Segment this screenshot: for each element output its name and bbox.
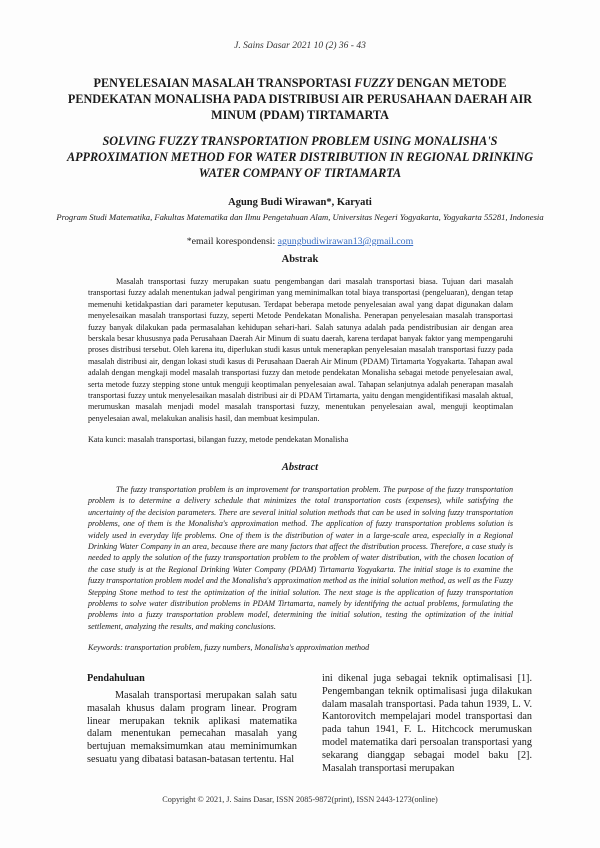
email-label: *email korespondensi: bbox=[186, 236, 278, 247]
authors: Agung Budi Wirawan*, Karyati bbox=[228, 197, 372, 208]
abstrak-body: Masalah transportasi fuzzy merupakan suatu pengembangan dari masalah transportasi biasa. Tujuan dari masalah transportasi fuzzy adalah menentukan jadwal pengiriman yang meminimalkan total biaya transportasi (pengeluaran), dengan tetap memenuhi ketidakpastian dari parameter keputusan. Terdapat beberapa metode penyelesaian awal yang dapat digunakan dalam menyelesaikan masalah transportasi fuzzy, seperti Metode Pendekatan Monalisha. Penerapan penyelesaian masalah transportasi fuzzy banyak dilakukan pada permasalahan kehidupan sehari-hari. Salah satunya adalah pada pendistribusian air dengan area berskala besar khususnya pada Perusahaan Daerah Air Minum di suatu daerah, karena terdapat banyak faktor yang mempengaruhi proses distribusi tersebut. Oleh karena itu, diperlukan studi kasus untuk menerapkan penyelesaian masalah transportasi fuzzy pada masalah distribusi air, dengan lokasi studi kasus di Perusahaan Daerah Air Minum (PDAM) Tirtamarta Yogyakarta. Tahapan awal adalah dengan mengkaji model masalah transportasi fuzzy dan metode pendekatan Monalisha sebagai metode penyelesaian awal, serta metode fuzzy stepping stone untuk menguji keoptimalan penyelesaian awal. Tahapan selanjutnya adalah penerapan masalah transportasi fuzzy untuk menyelesaikan masalah distribusi air di PDAM Tirtamarta, yaitu dengan mengidentifikasi masalah aktual, merumuskan masalah menjadi model masalah transportasi fuzzy, menentukan penyelesaian awal, menguji keoptimalan penyelesaian awal, melakukan analisis hasil, dan membuat kesimpulan. bbox=[88, 277, 513, 423]
copyright-footer: Copyright © 2021, J. Sains Dasar, ISSN 2085-9872(print), ISSN 2443-1273(online) bbox=[162, 795, 438, 804]
title-indonesian bbox=[60, 75, 540, 123]
abstract-heading: Abstract bbox=[281, 462, 319, 473]
affiliation: Program Studi Matematika, Fakultas Matematika dan Ilmu Pengetahuan Alam, Universitas Negeri Yogyakarta, Yogyakarta 55281, Indonesia bbox=[56, 212, 544, 222]
correspondence-email bbox=[0, 236, 600, 247]
abstrak-heading: Abstrak bbox=[281, 254, 319, 265]
abstract-body: The fuzzy transportation problem is an improvement for transportation problem. The purpose of the fuzzy transportation problem is to determine a delivery schedule that minimizes the total transportation costs (expenses), while satisfying the uncertainty of the decision parameters. There are several initial solution methods that can be used in solving fuzzy transportation problems, one of them is the Monalisha's approximation method. The application of fuzzy transportation problems solution is widely used in everyday life problems. One of them is the distribution of water in a large-scale area, especially in a Regional Drinking Water Company in an area, because there are many factors that affect the distribution process. Therefore, a case study is needed to apply the solution of the fuzzy transportation problem to the problem of water distribution, with the chosen location of the case study is at the Regional Drinking Water Company (PDAM) Tirtamarta Yogyakarta. The initial stage is to examine the fuzzy transportation problem model and the Monalisha's approximation method as the initial solution method, as well as the Fuzzy Stepping Stone method to test the optimization of the initial solution. The next stage is the application of fuzzy transportation problems to solve water distribution problems in PDAM Tirtamarta, namely by identifying the actual problems, formulating the problems into a fuzzy transportation problem model, determining the initial solution, testing the optimization of the initial settlement, analyzing the results, and making conclusions. bbox=[88, 485, 513, 631]
title-id-italic: FUZZY bbox=[354, 76, 394, 90]
email-link[interactable]: agungbudiwirawan13@gmail.com bbox=[277, 236, 414, 247]
pendahuluan-right-column: ini dikenal juga sebagai teknik optimalisasi [1]. Pengembangan teknik optimalisasi juga dilakukan dalam masalah transportasi. Pada tahun 1939, L. V. Kantorovitch mempelajari model transportasi dan pada tahun 1941, F. L. Hitchcock merumuskan model matematika dari persoalan transportasi yang sekarang dianggap sebagai model baku [2]. Masalah transportasi merupakan bbox=[322, 673, 532, 774]
title-english: SOLVING FUZZY TRANSPORTATION PROBLEM USING MONALISHA'S APPROXIMATION METHOD FOR WATER DISTRIBUTION IN REGIONAL DRINKING WATER COMPANY OF TIRTAMARTA bbox=[66, 134, 534, 180]
title-id-part1: PENYELESAIAN MASALAH TRANSPORTASI bbox=[93, 76, 355, 90]
title-id-part2: DENGAN METODE PENDEKATAN MONALISHA PADA DISTRIBUSI AIR PERUSAHAAN DAERAH AIR MINUM (PDAM) TIRTAMARTA bbox=[67, 76, 533, 122]
abstrak-keywords: Kata kunci: masalah transportasi, bilangan fuzzy, metode pendekatan Monalisha bbox=[88, 435, 349, 444]
abstract-keywords: Keywords: transportation problem, fuzzy numbers, Monalisha's approximation method bbox=[88, 643, 370, 652]
pendahuluan-heading: Pendahuluan bbox=[87, 673, 145, 684]
pendahuluan-left-column: Masalah transportasi merupakan salah satu masalah khusus dalam program linear. Program linear merupakan teknik aplikasi matematika dalam menentukan pemecahan masalah yang bertujuan memaksimumkan atau meminimumkan sesuatu yang dibatasi batasan-batasan tertentu. Hal bbox=[87, 690, 297, 765]
journal-header: J. Sains Dasar 2021 10 (2) 36 - 43 bbox=[234, 41, 366, 51]
